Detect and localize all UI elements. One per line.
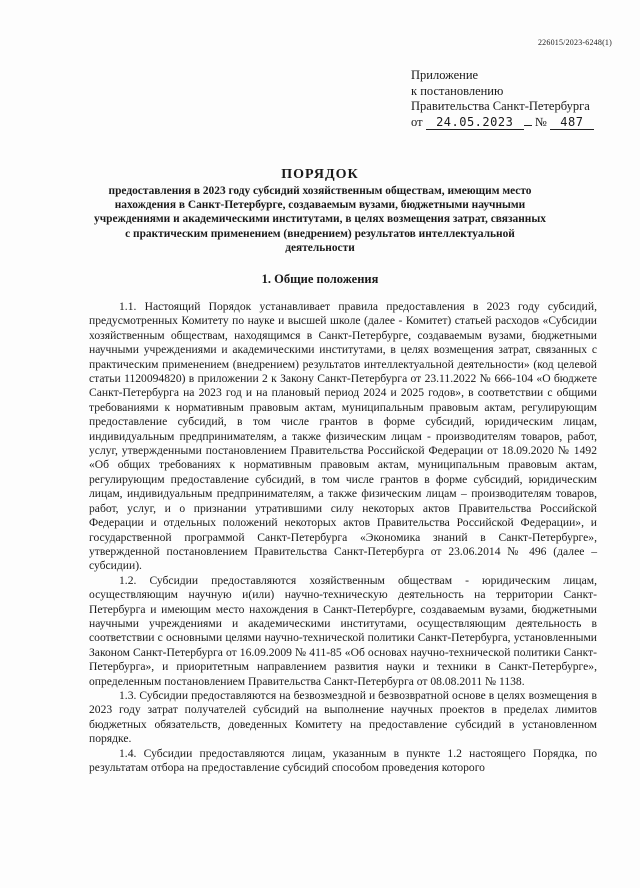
section-heading: 1. Общие положения bbox=[261, 272, 379, 286]
appendix-label: Приложение bbox=[411, 68, 479, 82]
appendix-block bbox=[411, 68, 594, 130]
appendix-government: Правительства Санкт-Петербурга bbox=[411, 99, 590, 113]
document-registration-number: 226015/2023-6248(1) bbox=[537, 38, 612, 47]
appendix-date: 24.05.2023 bbox=[426, 116, 524, 130]
paragraph-1-2: 1.2. Субсидии предоставляются хозяйственным обществам - юридическим лицам, осуществляющим научную и(или) научно-техническую деятельность на территории Санкт-Петербурга и имеющим место нахождения в Санкт-Петербурге, создаваемым вузами, бюджетными научными учреждениями и академическими институтами, осуществляющим деятельность в соответствии с основными целями научно-технической политики Санкт-Петербурга, установленными Законом Санкт-Петербурга от 16.09.2009 № 411-85 «Об основах научно-технической политики Санкт-Петербурга», и приоритетным направлением развития науки и техники в Санкт-Петербурге», определенным постановлением Правительства Санкт-Петербурга от 08.08.2011 № 1138. bbox=[89, 573, 597, 688]
document-body bbox=[89, 300, 597, 775]
paragraph-1-4: 1.4. Субсидии предоставляются лицам, указанным в пункте 1.2 настоящего Порядка, по результатам отбора на предоставление субсидий способом проведения которого bbox=[89, 746, 597, 774]
paragraph-1-3: 1.3. Субсидии предоставляются на безвозмездной и безвозвратной основе в целях возмещения в 2023 году затрат получателей субсидий на выполнение научных проектов в пределах лимитов бюджетных обязательств, доведенных Комитету на предоставление субсидий в установленном порядке. bbox=[89, 688, 597, 746]
document-subtitle: предоставления в 2023 году субсидий хозяйственным обществам, имеющим место нахождения в Санкт-Петербурге, создаваемым вузами, бюджетными научными учреждениями и академическими институтами, в целях возмещения затрат, связанных с практическим применением (внедрением) результатов интеллектуальной деятельности bbox=[94, 185, 546, 254]
appendix-resolution: к постановлению bbox=[411, 83, 504, 98]
document-title: ПОРЯДОК bbox=[281, 167, 359, 182]
appendix-number: 487 bbox=[550, 116, 594, 130]
appendix-date-line bbox=[411, 115, 594, 131]
appendix-number-sign: № bbox=[534, 114, 547, 129]
appendix-from: от bbox=[411, 114, 423, 129]
paragraph-1-1: 1.1. Настоящий Порядок устанавливает правила предоставления в 2023 году субсидий, предусмотренных Комитету по науке и высшей школе (далее - Комитет) статьей расходов «Субсидии хозяйственным обществам, находящимся в Санкт-Петербурге, создаваемым вузами, бюджетными научными учреждениями и академическими институтами, в целях возмещения затрат, связанных с практическим применением (внедрением) результатов интеллектуальной деятельности» (код целевой статьи 1120094820) в приложении 2 к Закону Санкт-Петербурга от 23.11.2022 № 666-104 «О бюджете Санкт-Петербурга на 2023 год и на плановый период 2024 и 2025 годов», в соответствии с общими требованиями к нормативным правовым актам, муниципальным правовым актам, регулирующим предоставление субсидий, в том числе грантов в форме субсидий, юридическим лицам, индивидуальным предпринимателям, а также физическим лицам - производителям товаров, работ, услуг, утвержденными постановлением Правительства Российской Федерации от 18.09.2020 № 1492 «Об общих требованиях к нормативным правовым актам, муниципальным правовым актам, регулирующим предоставление субсидий, в том числе грантов в форме субсидий, юридическим лицам, индивидуальным предпринимателям, а также физическим лицам – производителям товаров, работ, услуг, и о признании утратившими силу некоторых актов Правительства Российской Федерации и отдельных положений некоторых актов Правительства Российской Федерации», и государственной программой Санкт-Петербурга «Экономика знаний в Санкт-Петербурге», утвержденной постановлением Правительства Санкт-Петербурга от 23.06.2014 № 496 (далее – субсидии). bbox=[89, 300, 597, 573]
